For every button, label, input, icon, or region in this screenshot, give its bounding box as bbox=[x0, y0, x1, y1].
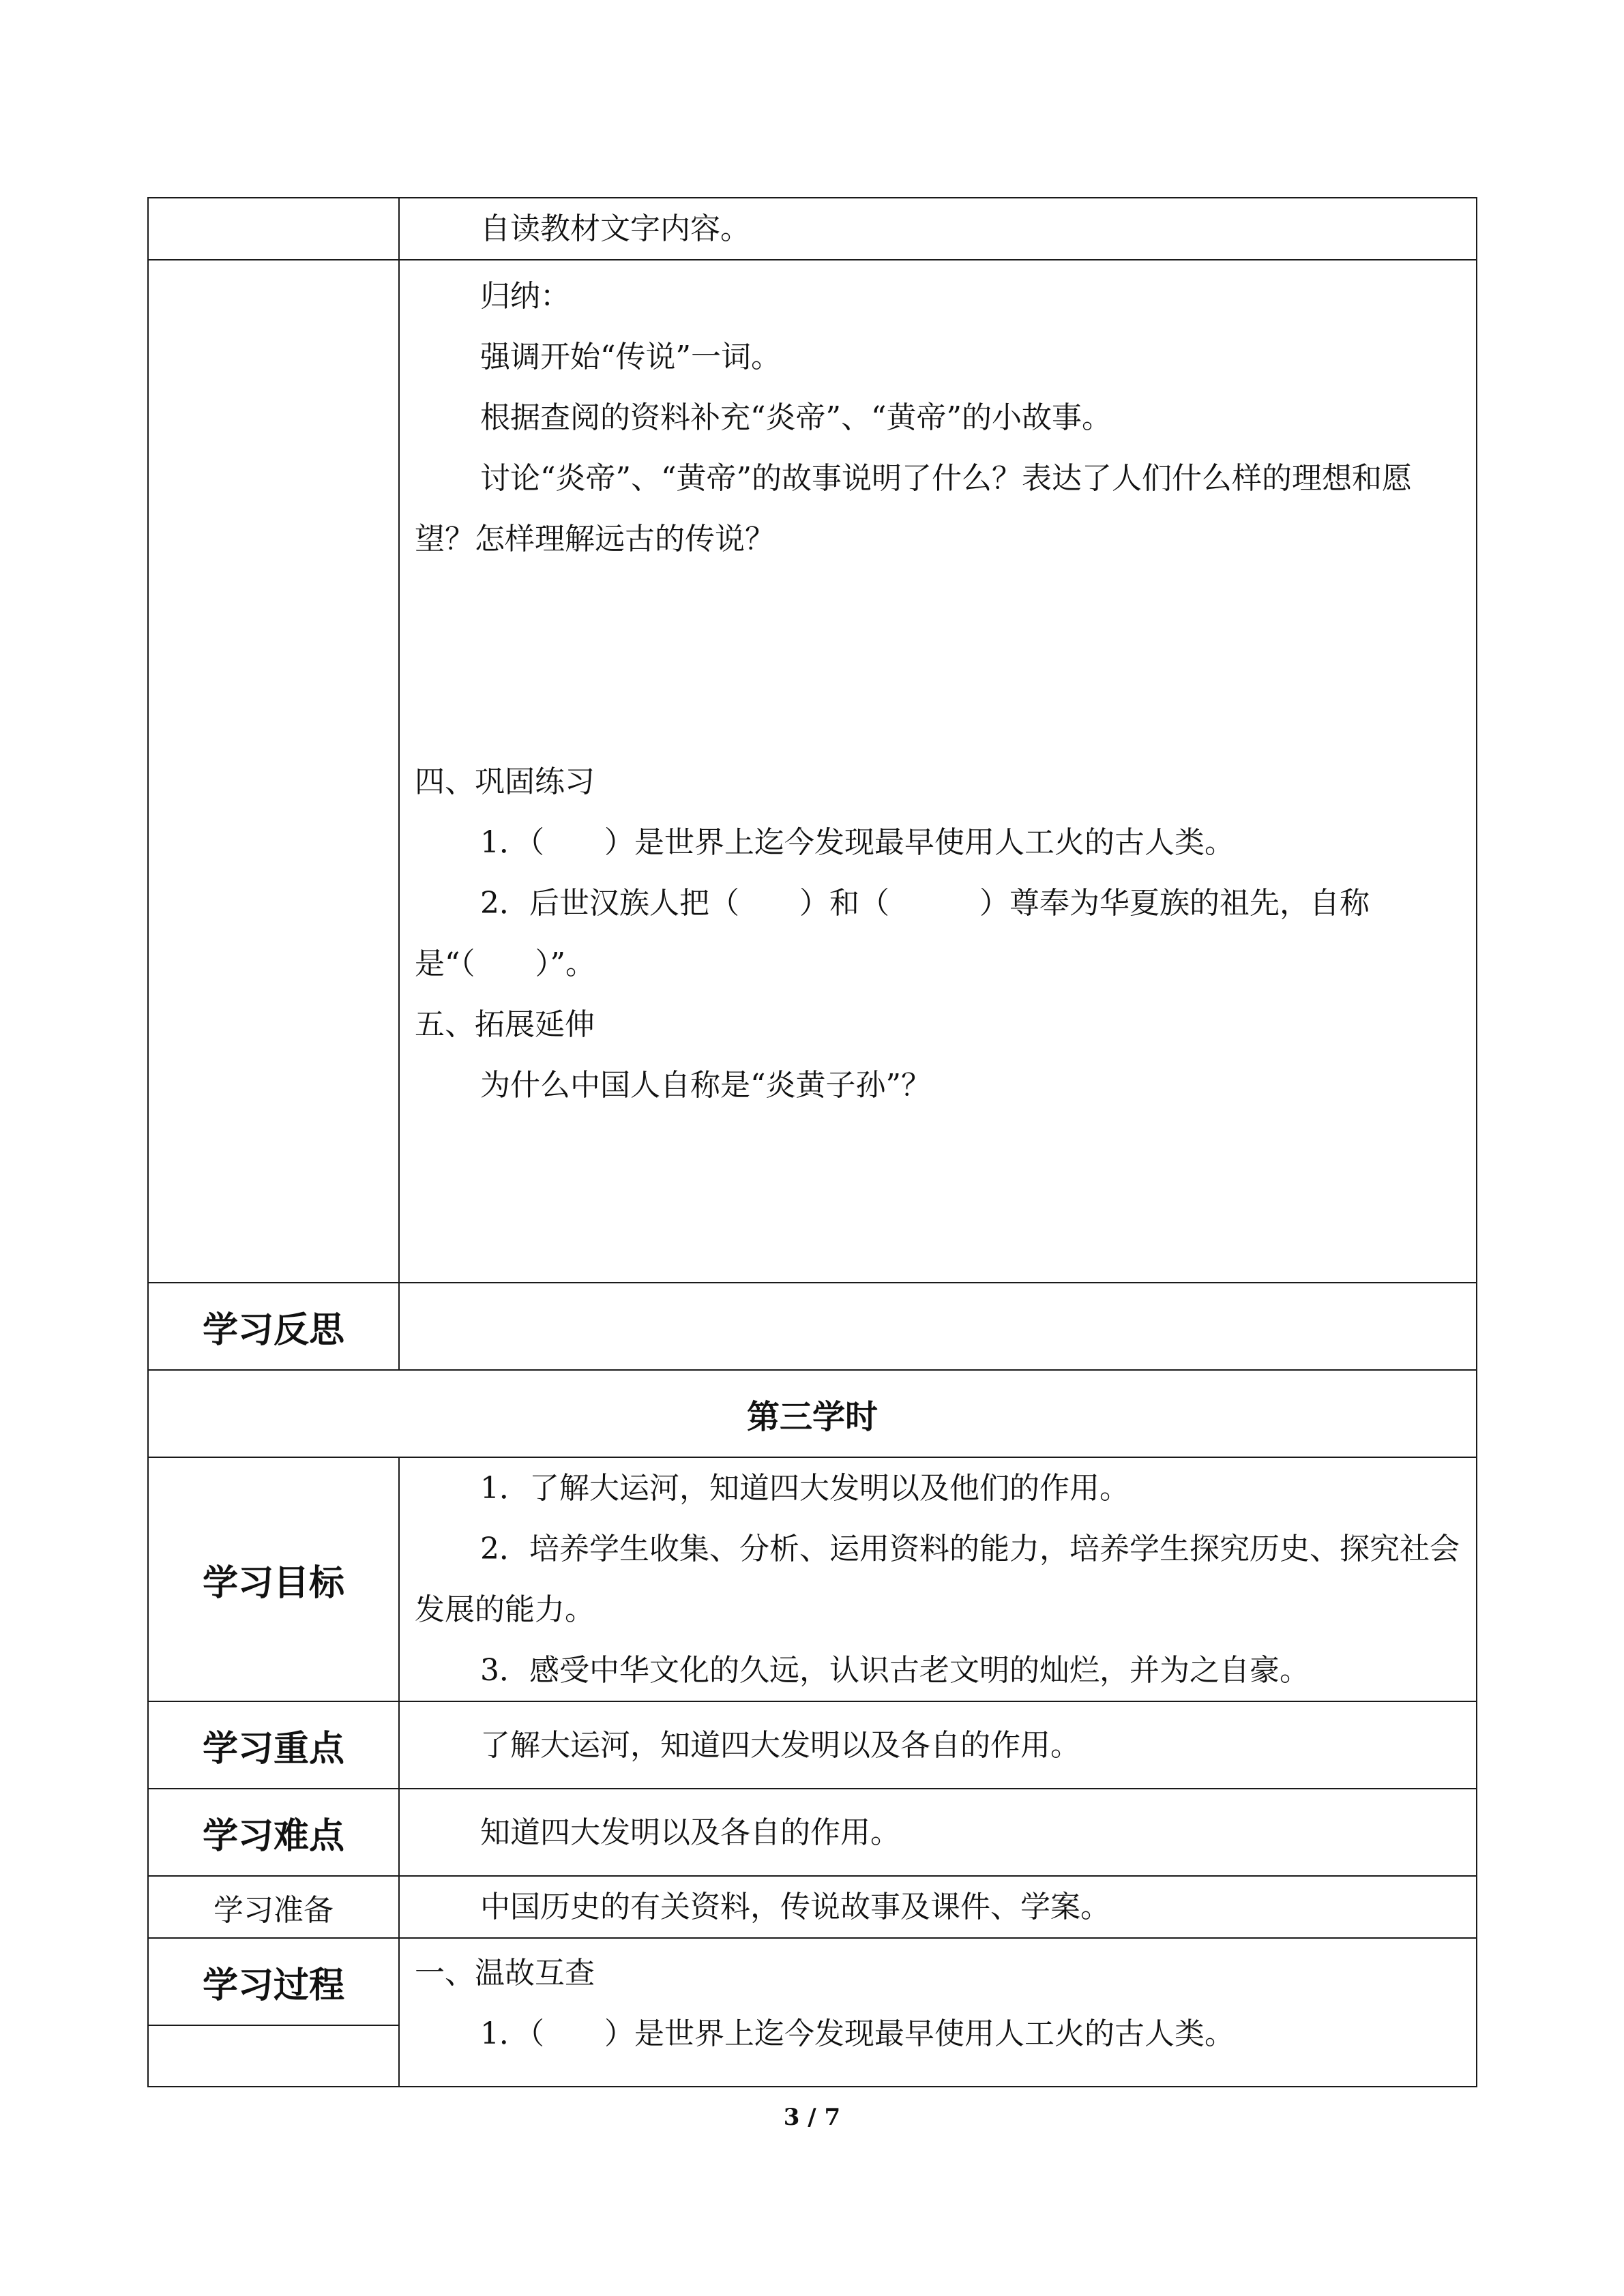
content-cell bbox=[399, 198, 1477, 260]
difficulty-text: 知道四大发明以及各自的作用。 bbox=[480, 1815, 900, 1850]
practice-question-2: 2．后世汉族人把（ ）和（ ）尊奉为华夏族的祖先，自称是“（ ）”。 bbox=[415, 886, 1370, 981]
difficulty-content bbox=[399, 1789, 1477, 1876]
page-number: 3 / 7 bbox=[783, 2104, 841, 2131]
difficulty-label: 学习难点 bbox=[148, 1789, 399, 1876]
self-read-text: 自读教材文字内容。 bbox=[480, 211, 750, 246]
table-row bbox=[148, 1938, 1477, 2025]
process-label: 学习过程 bbox=[148, 1938, 399, 2025]
key-point-content bbox=[399, 1701, 1477, 1789]
summary-line: 归纳： bbox=[480, 279, 570, 314]
practice-heading: 四、巩固练习 bbox=[415, 764, 595, 799]
summary-line: 讨论“炎帝”、“黄帝”的故事说明了什么？表达了人们什么样的理想和愿望？怎样理解远古的传说？ bbox=[415, 461, 1412, 556]
table-row bbox=[148, 1701, 1477, 1789]
objective-item: 2．培养学生收集、分析、运用资料的能力，培养学生探究历史、探究社会发展的能力。 bbox=[415, 1532, 1460, 1627]
objectives-content bbox=[399, 1457, 1477, 1701]
table-row bbox=[148, 1789, 1477, 1876]
objective-item: 1．了解大运河，知道四大发明以及他们的作用。 bbox=[480, 1471, 1130, 1506]
objectives-label: 学习目标 bbox=[148, 1457, 399, 1701]
process-content bbox=[399, 1938, 1477, 2087]
table-row bbox=[148, 1876, 1477, 1938]
table-row bbox=[148, 198, 1477, 260]
table-row bbox=[148, 260, 1477, 1283]
summary-line: 根据查阅的资料补充“炎帝”、“黄帝”的小故事。 bbox=[480, 400, 1112, 435]
key-point-text: 了解大运河，知道四大发明以及各自的作用。 bbox=[480, 1727, 1080, 1763]
label-cell-empty bbox=[148, 260, 399, 1283]
key-point-label: 学习重点 bbox=[148, 1701, 399, 1789]
table-row bbox=[148, 1370, 1477, 1457]
summary-line: 强调开始“传说”一词。 bbox=[480, 340, 781, 374]
extension-question: 为什么中国人自称是“炎黄子孙”？ bbox=[480, 1068, 931, 1103]
reflection-content bbox=[399, 1283, 1477, 1370]
reflection-label: 学习反思 bbox=[148, 1283, 399, 1370]
label-cell-empty bbox=[148, 2025, 399, 2087]
practice-question-1: 1．（ ）是世界上迄今发现最早使用人工火的古人类。 bbox=[480, 825, 1235, 860]
section-title: 第三学时 bbox=[148, 1370, 1477, 1457]
extension-heading: 五、拓展延伸 bbox=[415, 1007, 595, 1042]
review-heading: 一、温故互查 bbox=[415, 1956, 595, 1991]
objective-item: 3．感受中华文化的久远，认识古老文明的灿烂，并为之自豪。 bbox=[480, 1653, 1310, 1688]
label-cell-empty bbox=[148, 198, 399, 260]
table-row bbox=[148, 1457, 1477, 1701]
table-row bbox=[148, 1283, 1477, 1370]
review-question-1: 1．（ ）是世界上迄今发现最早使用人工火的古人类。 bbox=[480, 2016, 1235, 2051]
lesson-plan-table bbox=[147, 197, 1477, 2087]
preparation-label: 学习准备 bbox=[148, 1876, 399, 1938]
preparation-text: 中国历史的有关资料，传说故事及课件、学案。 bbox=[480, 1890, 1110, 1924]
content-cell bbox=[399, 260, 1477, 1283]
preparation-content bbox=[399, 1876, 1477, 1938]
